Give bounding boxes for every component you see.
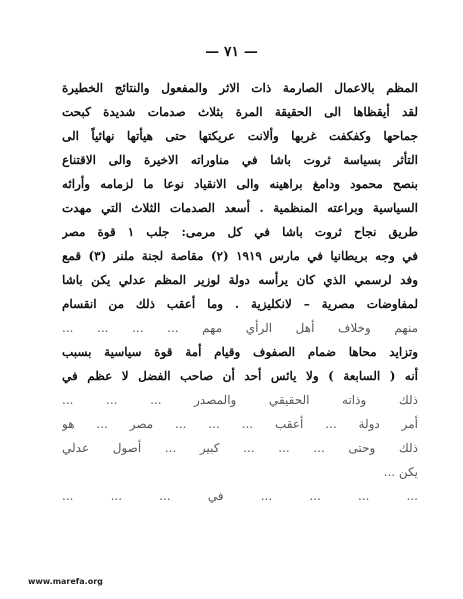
text-line: أمر دولة ... أعقب ... ... ... مصر ... هو <box>62 417 418 431</box>
text-line: طريق نجاح ثروت باشا في كل مرمى: جلب ١ قوة مصر <box>62 225 418 239</box>
text-line: لمفاوضات مصرية – لانكليزية . وما أعقب ذلك من انقسام <box>62 297 418 311</box>
text-line: ... ... ... ... في ... ... ... <box>62 489 418 503</box>
body-text <box>62 76 418 508</box>
text-line: أنه ( السابعة ) ولا يائس أحد أن صاحب الفضل لا عظم في <box>62 369 418 383</box>
text-line: جماحها وكفكفت غربها وألانت عريكتها حتى هيأتها نهائياً الى <box>62 129 418 143</box>
text-line: يكن ... <box>383 465 418 479</box>
text-line: المظم بالاعمال الصارمة ذات الاثر والمفعول والنتائج الخطيرة <box>62 81 418 95</box>
page-number: — ٧١ — <box>205 44 258 60</box>
text-line: ذلك وحتى ... ... ... كبير ... أصول عدلي <box>62 441 418 455</box>
text-line: التأثر بسياسة ثروت باشا في مناوراته الاخيرة والى الاقتناع <box>62 153 418 167</box>
footer-url: www.marefa.org <box>28 577 103 586</box>
text-line: لقد أيقظاها الى الحقيقة المرة بثلاث صدمات شديدة كبحت <box>62 105 418 119</box>
text-line: في وجه بريطانيا في مارس ١٩١٩ (٢) مقاصة لجنة ملنر (٣) قمع <box>62 249 418 263</box>
text-line: منهم وخلاف أهل الرأي مهم ... ... ... ... <box>62 321 418 335</box>
text-line: بنصح محمود ودامغ براهينه والى الانقياد نوعا ما لزمامه وأرائه <box>62 177 418 191</box>
text-line: ذلك وذاته الحقيقي والمصدر ... ... ... <box>62 393 418 407</box>
text-line: السياسية وبراعته المنظمية . أسعد الصدمات الثلاث التي مهدت <box>62 201 418 215</box>
text-line: وفد لرسمي الذي كان يرأسه دولة لوزير المظم عدلي يكن باشا <box>62 273 418 287</box>
text-line: وتزايد محاها ضمام الصفوف وقيام أمة قوة سياسية بسبب <box>62 345 418 359</box>
